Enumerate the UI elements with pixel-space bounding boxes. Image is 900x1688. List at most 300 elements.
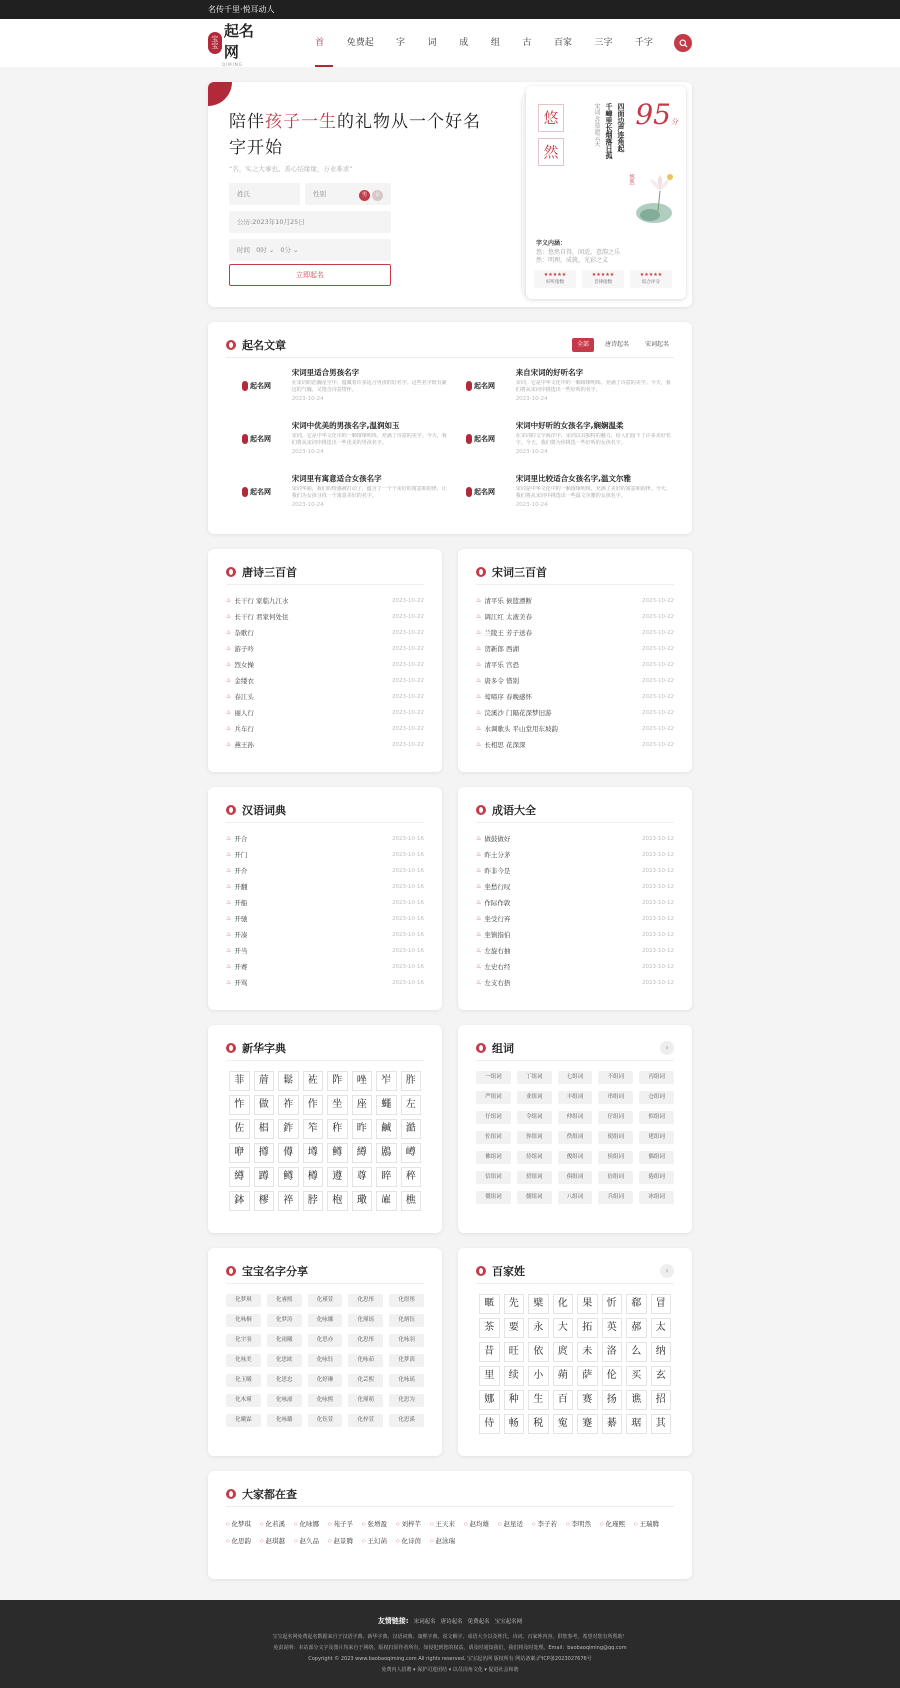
hot-search-link[interactable]: ○ 王幻菡 [362, 1532, 387, 1549]
hot-search-link[interactable]: ○ 苑子孚 [328, 1515, 353, 1532]
list-item[interactable] [226, 847, 424, 863]
hot-search-link[interactable]: ○ 化咏娜 [294, 1515, 319, 1532]
tag-chip[interactable]: 化咏桐 [226, 1314, 261, 1327]
tag-chip[interactable]: 化睿熙 [267, 1294, 302, 1307]
list-item-title[interactable]: 坐愁行叹 [484, 883, 511, 891]
hot-search-link[interactable]: ○ 赵泳瑞 [430, 1532, 455, 1549]
friend-link[interactable]: 宝宝起名网 [494, 1619, 523, 1625]
hot-search-link[interactable]: ○ 化梦琪 [226, 1515, 251, 1532]
list-item-title[interactable]: 开凑 [234, 931, 248, 939]
char-cell[interactable]: 做 [254, 1095, 275, 1115]
tag-chip[interactable]: 化宇羽 [226, 1334, 261, 1347]
article-title[interactable]: 宋词里有寓意适合女孩名字 [291, 474, 382, 483]
char-cell[interactable]: 鉢 [229, 1191, 250, 1211]
list-item-title[interactable]: 调江红 太液美春 [484, 613, 532, 621]
tag-chip[interactable]: 不组词 [598, 1071, 633, 1084]
tag-chip[interactable]: 仔组词 [598, 1111, 633, 1124]
nav-qianziwen[interactable]: 千字 [634, 38, 653, 48]
list-item-title[interactable]: 唐多令 惜别 [484, 677, 519, 685]
list-item[interactable] [476, 911, 674, 927]
char-cell[interactable]: 澔 [401, 1119, 422, 1139]
char-cell[interactable]: 忻 [602, 1294, 623, 1314]
tag-chip[interactable]: 信组词 [476, 1171, 511, 1184]
char-cell[interactable]: 么 [626, 1342, 647, 1362]
tag-chip[interactable]: 你组词 [517, 1131, 552, 1144]
list-item[interactable] [226, 609, 424, 625]
start-naming-button[interactable]: 立即起名 [229, 264, 391, 286]
tag-chip[interactable]: 化钰萱 [308, 1414, 343, 1427]
list-item-title[interactable]: 贺新郎 西湖 [484, 645, 519, 653]
char-cell[interactable]: 椙 [254, 1119, 275, 1139]
char-cell[interactable]: 菲 [229, 1071, 250, 1091]
list-item-title[interactable]: 左支右捂 [484, 979, 511, 987]
article-title[interactable]: 宋词中优美的男孩名字,温润如玉 [291, 421, 400, 430]
char-cell[interactable]: 葿 [254, 1071, 275, 1091]
list-item-title[interactable]: 开介 [234, 867, 248, 875]
char-cell[interactable]: 阼 [327, 1071, 348, 1091]
char-cell[interactable]: 萨 [577, 1366, 598, 1386]
char-cell[interactable]: 赛 [577, 1390, 598, 1410]
char-cell[interactable]: 英 [602, 1318, 623, 1338]
gender-select[interactable]: 性别 男 女 [305, 183, 391, 205]
tag-chip[interactable]: 化婷琳 [308, 1374, 343, 1387]
nav-zidian[interactable]: 字 [395, 38, 405, 48]
char-cell[interactable]: 侍 [479, 1414, 500, 1434]
char-cell[interactable]: 蠅 [376, 1095, 397, 1115]
char-cell[interactable]: 鬆 [278, 1071, 299, 1091]
article-item[interactable] [226, 472, 450, 525]
char-cell[interactable]: 昔 [479, 1342, 500, 1362]
article-title[interactable]: 宋词里适合男孩名字 [291, 368, 360, 377]
nav-cidian[interactable]: 词 [427, 38, 437, 48]
tag-chip[interactable]: 倦组词 [639, 1171, 674, 1184]
list-item-title[interactable]: 开驰 [234, 915, 248, 923]
list-item[interactable] [476, 689, 674, 705]
tag-chip[interactable]: 化思欧 [267, 1354, 302, 1367]
char-cell[interactable]: 先 [504, 1294, 525, 1314]
hot-search-link[interactable]: ○ 化思韵 [226, 1532, 251, 1549]
list-item-title[interactable]: 浣溪沙 门隔花深梦旧游 [484, 709, 552, 717]
char-cell[interactable]: 小 [528, 1366, 549, 1386]
article-item[interactable] [450, 419, 674, 472]
nav-sanzijing[interactable]: 三字 [594, 38, 613, 48]
tag-chip[interactable]: 化梦涛 [267, 1314, 302, 1327]
tag-chip[interactable]: 俊组词 [558, 1151, 593, 1164]
char-cell[interactable]: 祽 [278, 1191, 299, 1211]
list-item[interactable] [226, 927, 424, 943]
hot-search-link[interactable]: ○ 化若溪 [260, 1515, 285, 1532]
list-item-title[interactable]: 坐受行弃 [484, 915, 511, 923]
tag-chip[interactable]: 使组词 [598, 1131, 633, 1144]
list-item[interactable] [476, 975, 674, 991]
list-item-title[interactable]: 作际作敦 [484, 899, 511, 907]
tag-chip[interactable]: 化瑾萌 [348, 1394, 383, 1407]
char-cell[interactable]: 嶉 [376, 1191, 397, 1211]
tag-chip[interactable]: 僵组词 [476, 1191, 511, 1204]
list-item[interactable] [226, 879, 424, 895]
char-cell[interactable]: 纳 [651, 1342, 672, 1362]
tag-chip[interactable]: 化思溪 [389, 1414, 424, 1427]
nav-zuci[interactable]: 组 [490, 38, 500, 48]
tag-chip[interactable]: 化木瑾 [226, 1394, 261, 1407]
hot-search-link[interactable]: ○ 李子若 [532, 1515, 557, 1532]
tag-chip[interactable]: 化思忠 [267, 1374, 302, 1387]
list-item-title[interactable]: 左旋右抽 [484, 947, 511, 955]
char-cell[interactable]: 撙 [254, 1143, 275, 1163]
nav-chengyu[interactable]: 成 [459, 38, 469, 48]
tag-chip[interactable]: 仲组词 [558, 1111, 593, 1124]
list-item[interactable] [476, 625, 674, 641]
tag-chip[interactable]: 化梦琪 [226, 1294, 261, 1307]
list-item-title[interactable]: 烈女操 [234, 661, 254, 669]
char-cell[interactable]: 里 [479, 1366, 500, 1386]
char-cell[interactable]: 壿 [303, 1143, 324, 1163]
char-cell[interactable]: 作 [303, 1095, 324, 1115]
list-item[interactable] [476, 847, 674, 863]
article-title[interactable]: 来自宋词的好听名字 [515, 368, 584, 377]
char-cell[interactable]: 庹 [553, 1342, 574, 1362]
char-cell[interactable]: 樽 [303, 1167, 324, 1187]
char-cell[interactable]: 寃 [553, 1414, 574, 1434]
tag-chip[interactable]: 七组词 [558, 1071, 593, 1084]
gender-female-toggle[interactable]: 女 [372, 190, 383, 201]
tag-chip[interactable]: 偶组词 [639, 1151, 674, 1164]
article-title[interactable]: 宋词中好听的女孩名字,娴娴温柔 [515, 421, 624, 430]
tag-chip[interactable]: 侍组词 [517, 1151, 552, 1164]
char-cell[interactable]: 旺 [504, 1342, 525, 1362]
char-cell[interactable]: 鈼 [278, 1119, 299, 1139]
tag-chip[interactable]: 化梦茵 [389, 1354, 424, 1367]
char-cell[interactable]: 生 [528, 1390, 549, 1410]
list-item-title[interactable]: 丽人行 [234, 709, 254, 717]
tag-chip[interactable]: 倍组词 [598, 1171, 633, 1184]
tag-chip[interactable]: 串组词 [598, 1091, 633, 1104]
char-cell[interactable]: 脖 [303, 1191, 324, 1211]
tag-chip[interactable]: 化咏钰 [308, 1354, 343, 1367]
list-item[interactable] [476, 609, 674, 625]
list-item[interactable] [476, 641, 674, 657]
tab-song[interactable]: 宋词起名 [644, 340, 669, 348]
char-cell[interactable]: 唑 [352, 1071, 373, 1091]
tag-chip[interactable]: 侯组词 [598, 1151, 633, 1164]
friend-link[interactable]: 宋词起名 [413, 1619, 436, 1625]
char-cell[interactable]: 百 [553, 1390, 574, 1410]
list-item-title[interactable]: 开门 [234, 851, 248, 859]
char-cell[interactable]: 尊 [352, 1167, 373, 1187]
tag-chip[interactable]: 化瑾瑶 [348, 1314, 383, 1327]
list-item-title[interactable]: 杂歌行 [234, 629, 254, 637]
tag-chip[interactable]: 化煜彤 [389, 1294, 424, 1307]
list-item-title[interactable]: 开合 [234, 835, 248, 843]
tag-chip[interactable]: 化炳钰 [389, 1314, 424, 1327]
char-cell[interactable]: 招 [651, 1390, 672, 1410]
article-item[interactable] [226, 419, 450, 472]
hot-search-link[interactable]: ○ 赵景腾 [328, 1532, 353, 1549]
tag-chip[interactable]: 似组词 [639, 1111, 674, 1124]
char-cell[interactable]: 伦 [602, 1366, 623, 1386]
char-cell[interactable]: 扬 [602, 1390, 623, 1410]
list-item-title[interactable]: 莺啼序 春晚感怀 [484, 693, 532, 701]
char-cell[interactable]: 永 [528, 1318, 549, 1338]
char-cell[interactable]: 化 [553, 1294, 574, 1314]
list-item-title[interactable]: 春江头 [234, 693, 254, 701]
list-item[interactable] [226, 641, 424, 657]
birth-time-select[interactable]: 时间 0时 ⌄ 0分 ⌄ [229, 239, 391, 261]
hot-search-link[interactable]: ○ 赵星适 [498, 1515, 523, 1532]
tag-chip[interactable]: 化咏娜 [308, 1314, 343, 1327]
list-item-title[interactable]: 昨土分茅 [484, 851, 511, 859]
list-item[interactable] [476, 959, 674, 975]
list-item-title[interactable]: 左史右经 [484, 963, 511, 971]
char-cell[interactable]: 郗 [626, 1294, 647, 1314]
char-cell[interactable]: 种 [504, 1390, 525, 1410]
char-cell[interactable]: 咿 [229, 1143, 250, 1163]
char-cell[interactable]: 袏 [303, 1071, 324, 1091]
list-item[interactable] [226, 625, 424, 641]
nav-gushi[interactable]: 古 [522, 38, 532, 48]
list-item[interactable] [476, 879, 674, 895]
char-cell[interactable]: 樵 [401, 1191, 422, 1211]
list-item-title[interactable]: 开船 [234, 899, 248, 907]
list-item[interactable] [476, 657, 674, 673]
list-item-title[interactable]: 燕王孙 [234, 741, 254, 749]
char-cell[interactable]: 茶 [479, 1318, 500, 1338]
tag-chip[interactable]: 化雨曦 [267, 1334, 302, 1347]
char-cell[interactable]: 买 [626, 1366, 647, 1386]
hot-search-link[interactable]: ○ 赵琪越 [260, 1532, 285, 1549]
char-cell[interactable]: 坐 [327, 1095, 348, 1115]
list-item-title[interactable]: 兵车行 [234, 725, 254, 733]
list-item-title[interactable]: 清平乐 候篮漂断 [484, 597, 532, 605]
list-item[interactable] [226, 975, 424, 991]
list-item-title[interactable]: 兰陵王 芳子送春 [484, 629, 532, 637]
char-cell[interactable]: 玄 [651, 1366, 672, 1386]
hot-search-link[interactable]: ○ 化诗茵 [396, 1532, 421, 1549]
list-item[interactable] [226, 721, 424, 737]
friend-link[interactable]: 免费起名 [467, 1619, 490, 1625]
surname-input[interactable]: 姓氏 [229, 183, 300, 205]
char-cell[interactable]: 琚 [626, 1414, 647, 1434]
tag-chip[interactable]: 化咏美 [226, 1354, 261, 1367]
char-cell[interactable]: 座 [352, 1095, 373, 1115]
tag-chip[interactable]: 严组词 [476, 1091, 511, 1104]
tag-chip[interactable]: 仓组词 [639, 1091, 674, 1104]
tag-chip[interactable]: 令组词 [517, 1111, 552, 1124]
tag-chip[interactable]: 丙组词 [639, 1071, 674, 1084]
char-cell[interactable]: 谯 [626, 1390, 647, 1410]
tag-chip[interactable]: 化梓萱 [348, 1414, 383, 1427]
tag-chip[interactable]: 佚组词 [558, 1131, 593, 1144]
list-item-title[interactable]: 水调歌头 平山堂用东坡韵 [484, 725, 558, 733]
tab-all[interactable]: 全部 [572, 338, 594, 352]
list-item[interactable] [476, 721, 674, 737]
char-cell[interactable]: 鶋 [376, 1143, 397, 1163]
tag-chip[interactable]: 化瑾萱 [308, 1294, 343, 1307]
tab-tang[interactable]: 唐诗起名 [604, 340, 629, 348]
tag-chip[interactable]: 化思为 [389, 1394, 424, 1407]
list-item[interactable] [476, 593, 674, 609]
char-cell[interactable]: 昨 [352, 1119, 373, 1139]
list-item[interactable] [226, 705, 424, 721]
list-item[interactable] [226, 737, 424, 753]
list-item-title[interactable]: 游子吟 [234, 645, 254, 653]
char-cell[interactable]: 胙 [401, 1071, 422, 1091]
hot-search-link[interactable]: ○ 赵均雄 [464, 1515, 489, 1532]
char-cell[interactable]: 蹲 [254, 1167, 275, 1187]
char-cell[interactable]: 璥 [352, 1191, 373, 1211]
tag-chip[interactable]: 仔组词 [476, 1111, 511, 1124]
minute-select[interactable]: 0分 [280, 246, 291, 254]
birth-date-input[interactable]: 公历:2023年10月25日 [229, 211, 391, 233]
list-item[interactable] [226, 959, 424, 975]
tag-chip[interactable]: 佐组词 [476, 1131, 511, 1144]
tag-chip[interactable]: 傍组词 [517, 1171, 552, 1184]
list-item-title[interactable]: 开赛 [234, 963, 248, 971]
list-item-title[interactable]: 坐镇指伯 [484, 931, 511, 939]
tag-chip[interactable]: 冰组词 [639, 1191, 674, 1204]
char-cell[interactable]: 岝 [376, 1071, 397, 1091]
char-cell[interactable]: 稡 [401, 1167, 422, 1187]
char-cell[interactable]: 娜 [479, 1390, 500, 1410]
tag-chip[interactable]: 化咏璐 [267, 1414, 302, 1427]
tag-chip[interactable]: 兵组词 [598, 1191, 633, 1204]
tag-chip[interactable]: 佬组词 [639, 1131, 674, 1144]
nav-baijiaxing[interactable]: 百家 [554, 38, 573, 48]
list-item-title[interactable]: 长干行 君家何处住 [234, 613, 289, 621]
char-cell[interactable]: 鳟 [327, 1143, 348, 1163]
article-title[interactable]: 宋词里比较适合女孩名字,温文尔雅 [515, 474, 632, 483]
site-logo[interactable] [208, 20, 268, 67]
hot-search-link[interactable]: ○ 张增盈 [362, 1515, 387, 1532]
char-cell[interactable]: 左 [401, 1095, 422, 1115]
list-item[interactable] [226, 593, 424, 609]
tag-chip[interactable]: 化思彤 [348, 1294, 383, 1307]
list-item[interactable] [226, 895, 424, 911]
list-item[interactable] [226, 831, 424, 847]
nav-home[interactable]: 首 [308, 19, 340, 67]
nav-free-naming[interactable]: 免费起 [346, 38, 374, 48]
tag-chip[interactable]: 化思亦 [308, 1334, 343, 1347]
list-item-title[interactable]: 做鼓做好 [484, 835, 511, 843]
list-item[interactable] [476, 863, 674, 879]
char-cell[interactable]: 樛 [254, 1191, 275, 1211]
list-item-title[interactable]: 金缕衣 [234, 677, 254, 685]
hour-select[interactable]: 0时 [256, 246, 267, 254]
char-cell[interactable]: 郝 [626, 1318, 647, 1338]
list-item[interactable] [226, 657, 424, 673]
list-item-title[interactable]: 清平乐 宫恐 [484, 661, 519, 669]
char-cell[interactable]: 蒴 [553, 1366, 574, 1386]
char-cell[interactable]: 笮 [303, 1119, 324, 1139]
char-cell[interactable]: 洛 [602, 1342, 623, 1362]
tag-chip[interactable]: 化玉曦 [226, 1374, 261, 1387]
hot-search-link[interactable]: ○ 王瑞腾 [634, 1515, 659, 1532]
tag-chip[interactable]: 化咏濠 [267, 1394, 302, 1407]
char-cell[interactable]: 繜 [229, 1167, 250, 1187]
article-item[interactable] [450, 366, 674, 419]
tag-chip[interactable]: 化曦霖 [226, 1414, 261, 1427]
char-cell[interactable]: 太 [651, 1318, 672, 1338]
char-cell[interactable]: 枹 [327, 1191, 348, 1211]
char-cell[interactable]: 税 [528, 1414, 549, 1434]
list-item[interactable] [226, 689, 424, 705]
tag-chip[interactable]: 业组词 [517, 1091, 552, 1104]
hot-search-link[interactable]: ○ 刘梓芊 [396, 1515, 421, 1532]
tag-chip[interactable]: 丁组词 [517, 1071, 552, 1084]
tag-chip[interactable]: 化思彤 [348, 1334, 383, 1347]
list-item[interactable] [476, 927, 674, 943]
tag-chip[interactable]: 儒组词 [517, 1191, 552, 1204]
char-cell[interactable]: 依 [528, 1342, 549, 1362]
list-item[interactable] [226, 911, 424, 927]
tag-chip[interactable]: 八组词 [558, 1191, 593, 1204]
char-cell[interactable]: 檗 [528, 1294, 549, 1314]
list-item[interactable] [226, 863, 424, 879]
list-item[interactable] [226, 673, 424, 689]
char-cell[interactable]: 果 [577, 1294, 598, 1314]
list-item-title[interactable]: 开翻 [234, 883, 248, 891]
list-item-title[interactable]: 开当 [234, 947, 248, 955]
tag-chip[interactable]: 佛组词 [476, 1151, 511, 1164]
list-item[interactable] [226, 943, 424, 959]
char-cell[interactable]: 暱 [479, 1294, 500, 1314]
list-item-title[interactable]: 开骂 [234, 979, 248, 987]
char-cell[interactable]: 祚 [278, 1095, 299, 1115]
char-cell[interactable]: 繜 [352, 1143, 373, 1163]
more-arrow-icon[interactable]: › [660, 1041, 674, 1055]
char-cell[interactable]: 怍 [229, 1095, 250, 1115]
char-cell[interactable]: 佐 [229, 1119, 250, 1139]
list-item[interactable] [476, 737, 674, 753]
gender-male-toggle[interactable]: 男 [359, 190, 370, 201]
article-item[interactable] [226, 366, 450, 419]
char-cell[interactable]: 秨 [327, 1119, 348, 1139]
char-cell[interactable]: 畅 [504, 1414, 525, 1434]
char-cell[interactable]: 睟 [376, 1167, 397, 1187]
char-cell[interactable]: 遵 [327, 1167, 348, 1187]
char-cell[interactable]: 拓 [577, 1318, 598, 1338]
hot-search-link[interactable]: ○ 赵久品 [294, 1532, 319, 1549]
char-cell[interactable]: 大 [553, 1318, 574, 1338]
list-item[interactable] [476, 895, 674, 911]
char-cell[interactable]: 要 [504, 1318, 525, 1338]
more-arrow-icon[interactable]: › [660, 1264, 674, 1278]
list-item-title[interactable]: 昨非今是 [484, 867, 511, 875]
char-cell[interactable]: 鹹 [376, 1119, 397, 1139]
char-cell[interactable]: 续 [504, 1366, 525, 1386]
list-item[interactable] [476, 943, 674, 959]
char-cell[interactable]: 嶟 [401, 1143, 422, 1163]
tag-chip[interactable]: 一组词 [476, 1071, 511, 1084]
tag-chip[interactable]: 丰组词 [558, 1091, 593, 1104]
char-cell[interactable]: 鳟 [278, 1167, 299, 1187]
tag-chip[interactable]: 俱组词 [558, 1171, 593, 1184]
list-item[interactable] [476, 673, 674, 689]
char-cell[interactable]: 綦 [602, 1414, 623, 1434]
list-item-title[interactable]: 长干行 家临九江水 [234, 597, 289, 605]
tag-chip[interactable]: 化咏熙 [308, 1394, 343, 1407]
tag-chip[interactable]: 化咏羽 [389, 1334, 424, 1347]
char-cell[interactable]: 冒 [651, 1294, 672, 1314]
tag-chip[interactable]: 化咏瑶 [389, 1374, 424, 1387]
tag-chip[interactable]: 化芸熙 [348, 1374, 383, 1387]
list-item-title[interactable]: 长相思 花深深 [484, 741, 526, 749]
article-item[interactable] [450, 472, 674, 525]
char-cell[interactable]: 其 [651, 1414, 672, 1434]
hot-search-link[interactable]: ○ 王天来 [430, 1515, 455, 1532]
hot-search-link[interactable]: ○ 化瑾熙 [600, 1515, 625, 1532]
search-button[interactable] [674, 34, 692, 52]
